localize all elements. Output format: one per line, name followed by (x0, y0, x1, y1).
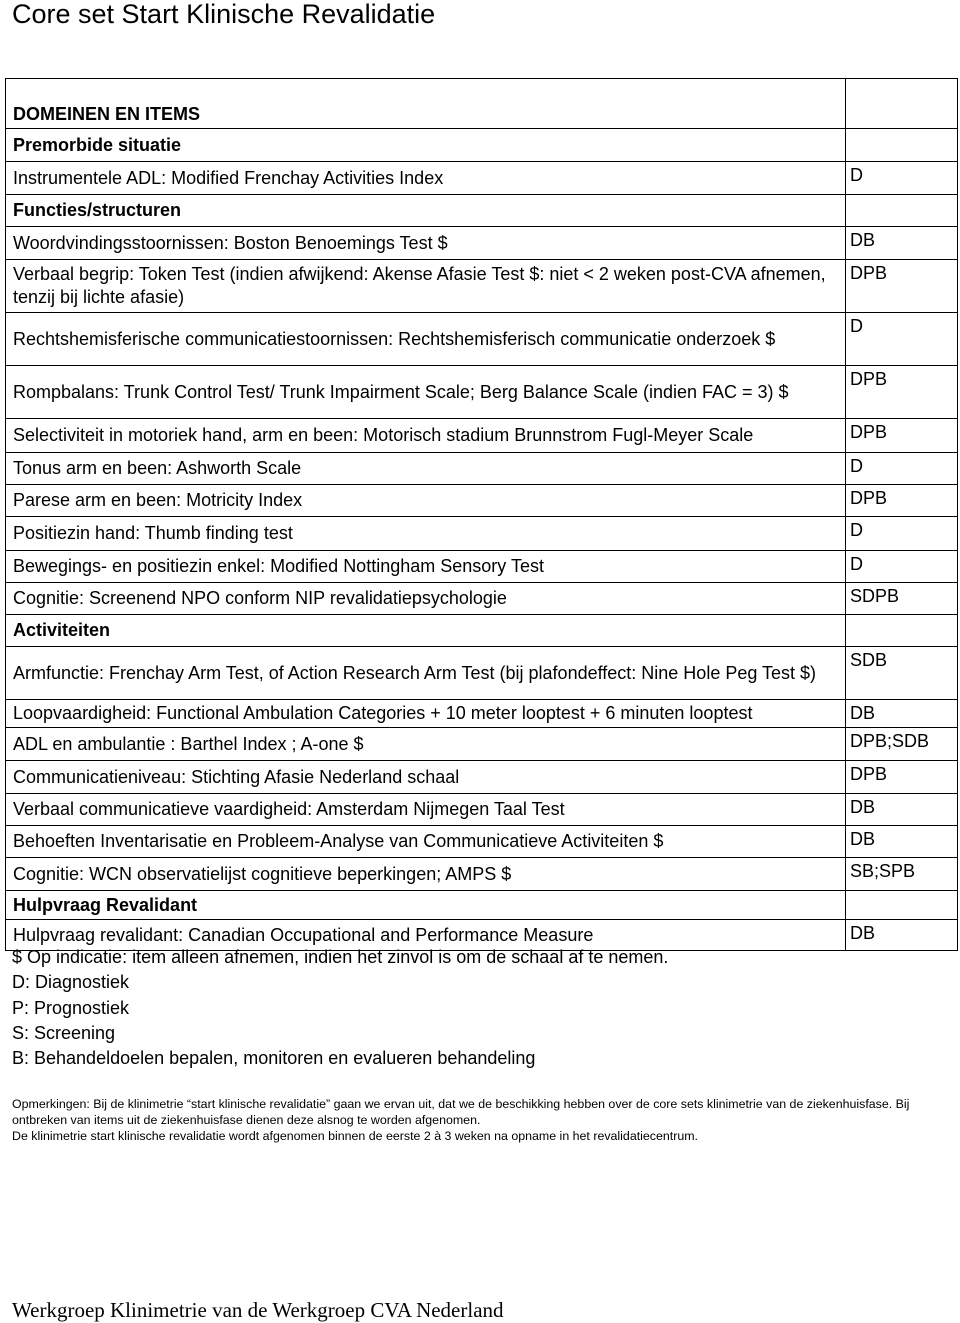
table-row (6, 700, 958, 728)
item-code: DPB (846, 419, 958, 453)
item-description: Hulpvraag revalidant: Canadian Occupational and Performance Measure (6, 920, 846, 951)
item-description: Verbaal communicatieve vaardigheid: Amsterdam Nijmegen Taal Test (6, 794, 846, 826)
table-row (6, 227, 958, 260)
item-description: Armfunctie: Frenchay Arm Test, of Action Research Arm Test (bij plafondeffect: Nine Hole Peg Test $) (6, 647, 846, 700)
table-heading-code-cell (846, 79, 958, 129)
table-row (6, 647, 958, 700)
table-row (6, 517, 958, 551)
item-description: Parese arm en been: Motricity Index (6, 485, 846, 517)
item-code: DB (846, 826, 958, 858)
item-description: Loopvaardigheid: Functional Ambulation Categories + 10 meter looptest + 6 minuten looptest (6, 700, 846, 728)
item-description: ADL en ambulantie : Barthel Index ; A-one $ (6, 728, 846, 761)
table-row (6, 366, 958, 419)
item-code: DB (846, 794, 958, 826)
item-code: DPB;SDB (846, 728, 958, 761)
item-code: SB;SPB (846, 858, 958, 891)
item-description: Rompbalans: Trunk Control Test/ Trunk Impairment Scale; Berg Balance Scale (indien FAC = 3) $ (6, 366, 846, 419)
table-row (6, 826, 958, 858)
item-code: D (846, 453, 958, 485)
page-title: Core set Start Klinische Revalidatie (12, 0, 436, 29)
table-row (6, 583, 958, 615)
section-row (6, 195, 958, 227)
item-code: SDB (846, 647, 958, 700)
item-description: Woordvindingsstoornissen: Boston Benoemings Test $ (6, 227, 846, 260)
legend-s: S: Screening (12, 1022, 116, 1043)
section-heading: Functies/structuren (6, 195, 846, 227)
section-row (6, 891, 958, 920)
table-row (6, 485, 958, 517)
core-set-table-body (6, 79, 958, 951)
item-code: D (846, 313, 958, 366)
section-heading: Premorbide situatie (6, 129, 846, 162)
legend (12, 945, 668, 1071)
item-code: DPB (846, 485, 958, 517)
table-row (6, 551, 958, 583)
item-description: Tonus arm en been: Ashworth Scale (6, 453, 846, 485)
item-code (846, 615, 958, 647)
table-row (6, 313, 958, 366)
item-code: DPB (846, 761, 958, 794)
table-row (6, 794, 958, 826)
item-code: DPB (846, 260, 958, 313)
section-row (6, 615, 958, 647)
footer: Werkgroep Klinimetrie van de Werkgroep CVA Nederland (12, 1298, 504, 1322)
item-code (846, 129, 958, 162)
item-description: Cognitie: Screenend NPO conform NIP revalidatiepsychologie (6, 583, 846, 615)
table-row (6, 419, 958, 453)
item-code (846, 891, 958, 920)
item-code: DPB (846, 366, 958, 419)
table-row (6, 453, 958, 485)
table-row (6, 761, 958, 794)
item-code: SDPB (846, 583, 958, 615)
table-heading-row (6, 79, 958, 129)
legend-b: B: Behandeldoelen bepalen, monitoren en evalueren behandeling (12, 1048, 536, 1069)
legend-d: D: Diagnostiek (12, 972, 130, 993)
section-heading: Activiteiten (6, 615, 846, 647)
item-code: D (846, 517, 958, 551)
item-code: D (846, 162, 958, 195)
table-row (6, 162, 958, 195)
table-heading: DOMEINEN EN ITEMS (6, 79, 846, 129)
item-description: Bewegings- en positiezin enkel: Modified Nottingham Sensory Test (6, 551, 846, 583)
item-code (846, 195, 958, 227)
item-description: Positiezin hand: Thumb finding test (6, 517, 846, 551)
core-set-table (5, 78, 958, 951)
table-row (6, 260, 958, 313)
remarks-line-2: De klinimetrie start klinische revalidatie wordt afgenomen binnen de eerste 2 à 3 weken na opname in het revalidatiecentrum. (12, 1129, 698, 1143)
remarks (12, 1096, 952, 1144)
item-code: DB (846, 920, 958, 951)
legend-p: P: Prognostiek (12, 997, 130, 1018)
item-description: Verbaal begrip: Token Test (indien afwijkend: Akense Afasie Test $: niet < 2 weken post-CVA afnemen, tenzij bij lichte afasie) (6, 260, 846, 313)
section-heading: Hulpvraag Revalidant (6, 891, 846, 920)
item-description: Rechtshemisferische communicatiestoornissen: Rechtshemisferisch communicatie onderzoek $ (6, 313, 846, 366)
section-row (6, 129, 958, 162)
item-description: Selectiviteit in motoriek hand, arm en been: Motorisch stadium Brunnstrom Fugl-Meyer Scale (6, 419, 846, 453)
table-row (6, 728, 958, 761)
item-description: Communicatieniveau: Stichting Afasie Nederland schaal (6, 761, 846, 794)
table-row (6, 858, 958, 891)
remarks-line-1: Opmerkingen: Bij de klinimetrie “start klinische revalidatie” gaan we ervan uit, dat we de beschikking hebben over de core sets klinimetrie van de ziekenhuisfase. Bij ontbreken van items uit de ziekenhuisfase dienen deze alsnog te worden afgenomen. (12, 1097, 910, 1127)
item-description: Cognitie: WCN observatielijst cognitieve beperkingen; AMPS $ (6, 858, 846, 891)
item-description: Instrumentele ADL: Modified Frenchay Activities Index (6, 162, 846, 195)
legend-dollar: $ Op indicatie: item alleen afnemen, indien het zinvol is om de schaal af te nemen. (12, 947, 669, 967)
item-code: DB (846, 700, 958, 728)
item-code: DB (846, 227, 958, 260)
item-description: Behoeften Inventarisatie en Probleem-Analyse van Communicatieve Activiteiten $ (6, 826, 846, 858)
item-code: D (846, 551, 958, 583)
